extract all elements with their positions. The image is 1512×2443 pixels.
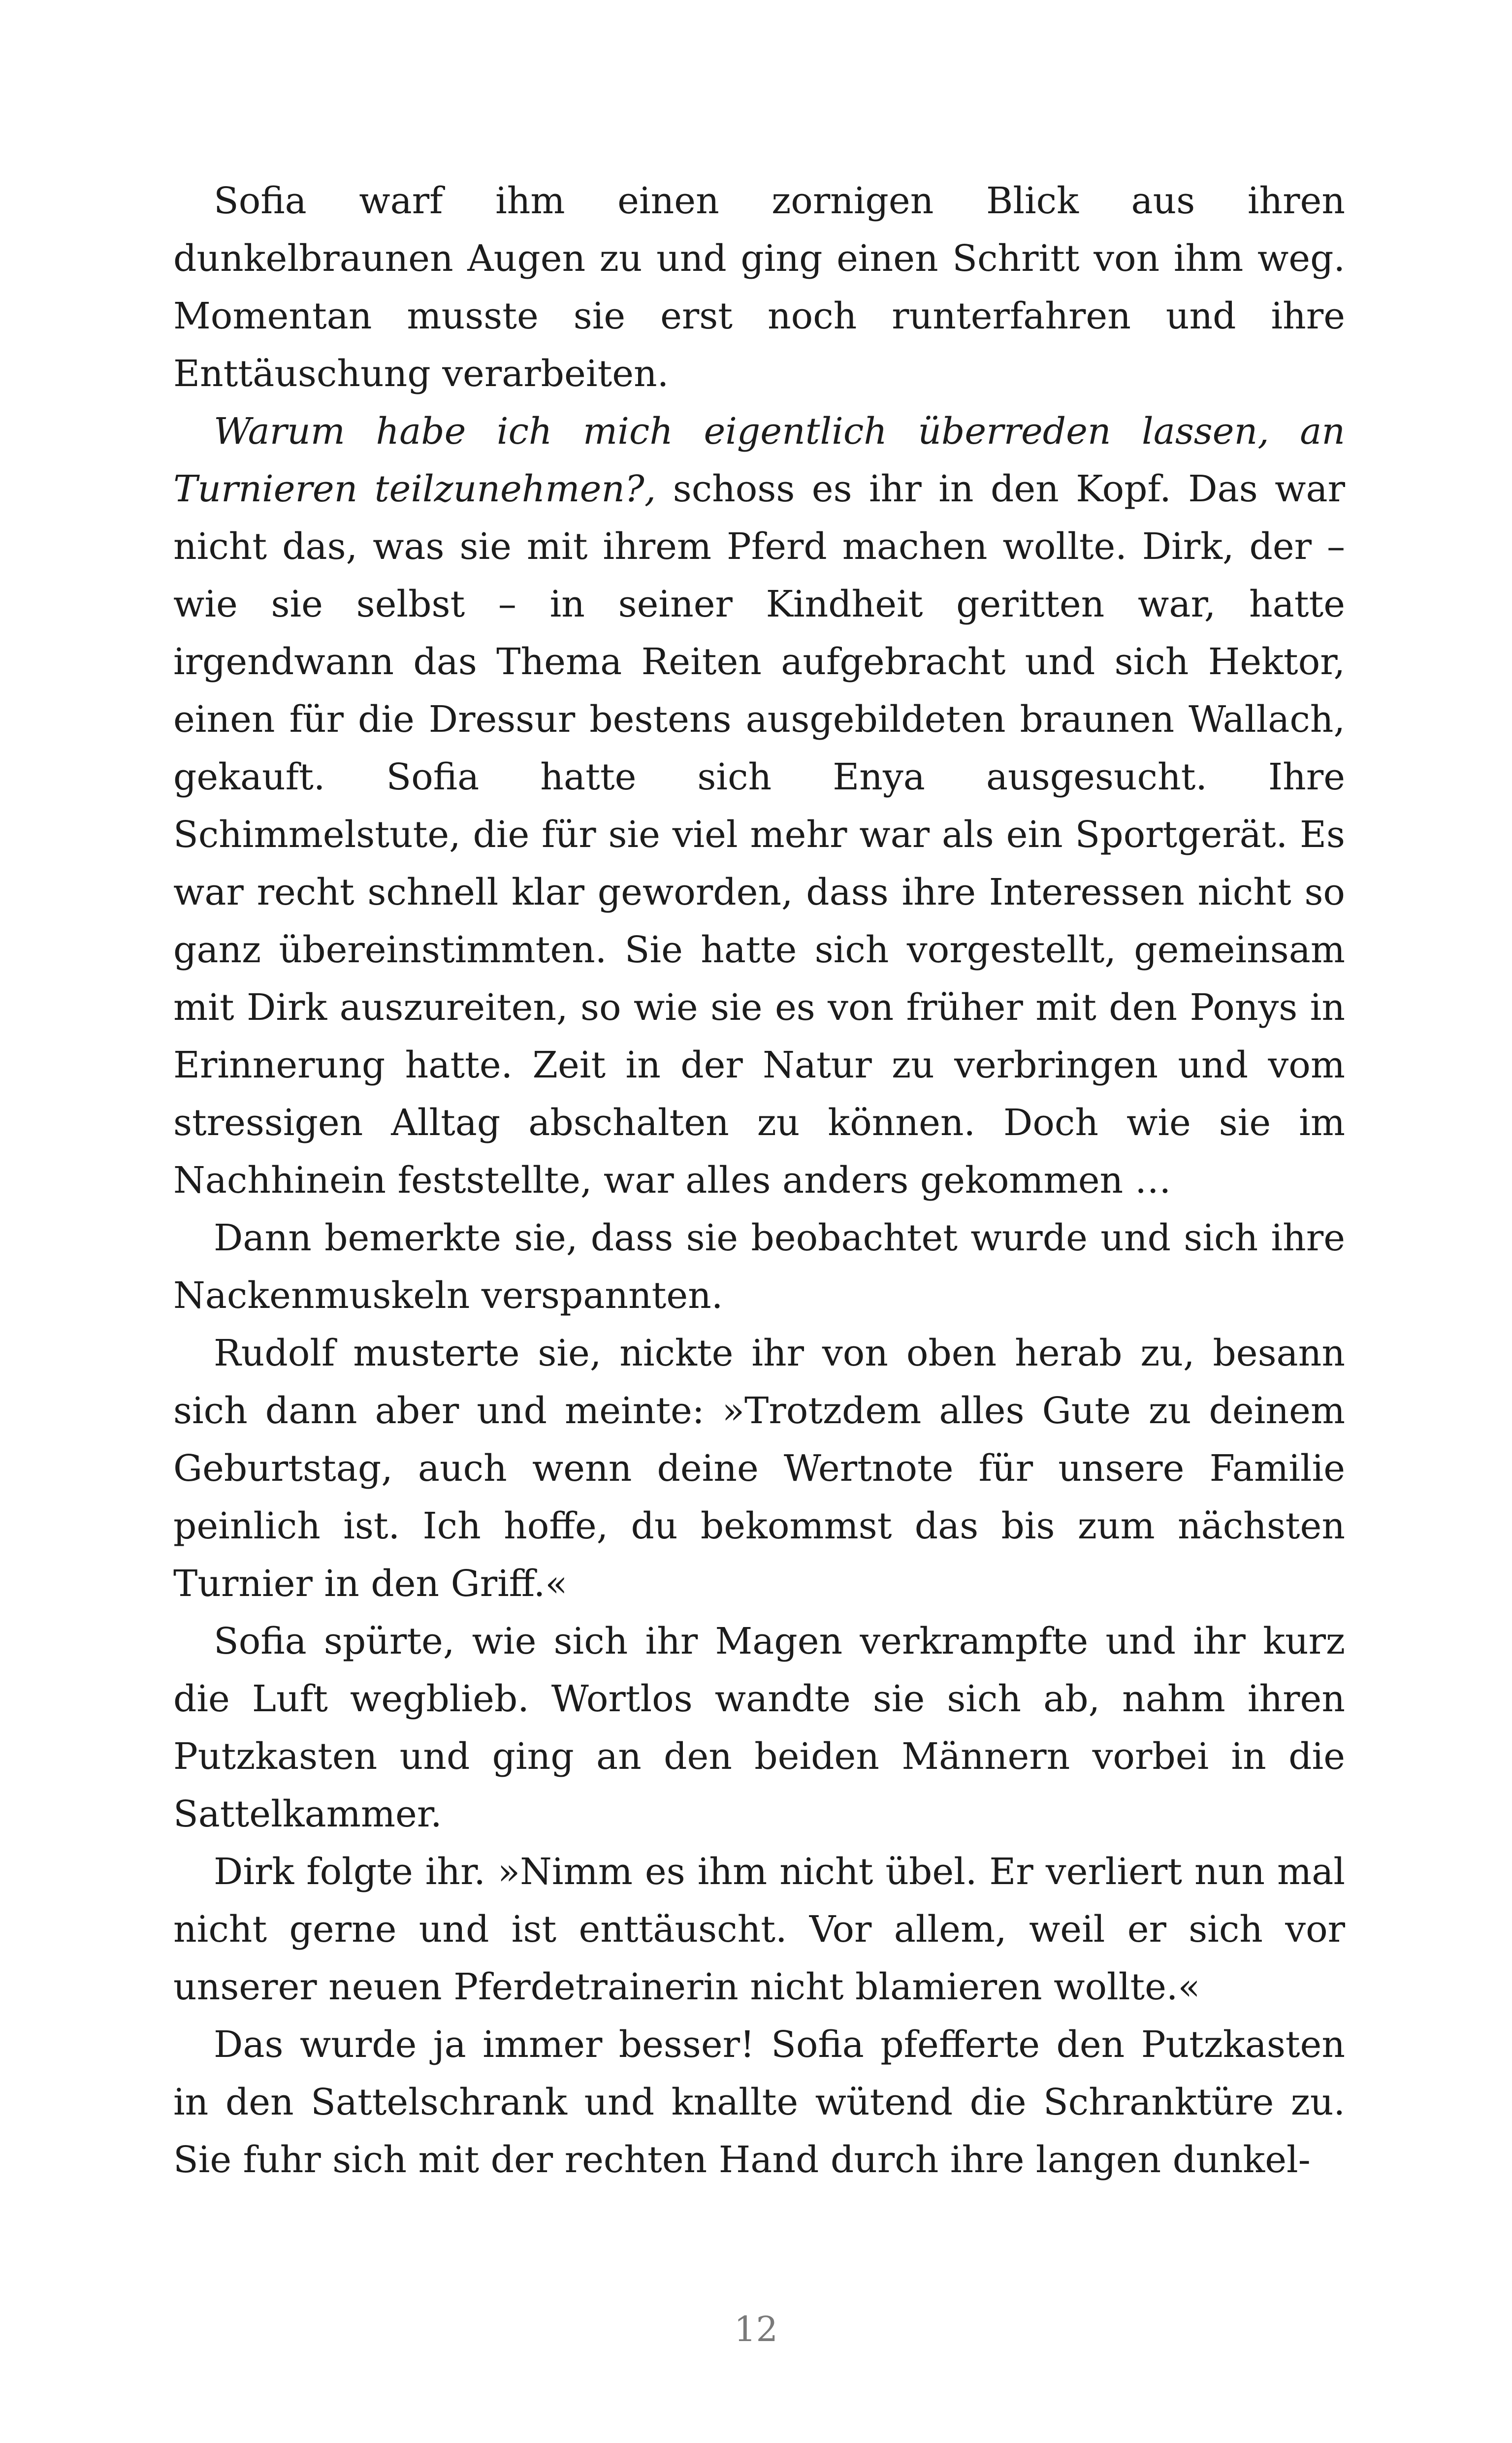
paragraph-4-text: Rudolf musterte sie, nickte ihr von oben herab zu, besann sich dann aber und meinte: »Trotzdem alles Gute zu deinem Geburtstag, auch wenn deine Wertnote für unsere Familie peinlich ist. Ich hoffe, du bekommst das bis zum nächsten Turnier in den Griff.« (173, 1332, 1345, 1605)
paragraph-1-text: Sofia warf ihm einen zornigen Blick aus ihren dunkelbraunen Augen zu und ging einen Schritt von ihm weg. Momentan musste sie erst noch runterfahren und ihre Enttäuschung verarbeiten. (173, 180, 1345, 395)
paragraph-1 (173, 172, 1345, 403)
paragraph-3 (173, 1209, 1345, 1325)
paragraph-2-text: schoss es ihr in den Kopf. Das war nicht das, was sie mit ihrem Pferd machen wollte. Dirk, der – wie sie selbst – in seiner Kindheit geritten war, hatte irgendwann das Thema Reiten aufgebracht und sich Hektor, einen für die Dressur bestens ausgebildeten braunen Wallach, gekauft. Sofia hatte sich Enya ausgesucht. Ihre Schimmelstute, die für sie viel mehr war als ein Sportgerät. Es war recht schnell klar geworden, dass ihre Interessen nicht so ganz übereinstimmten. Sie hatte sich vorgestellt, gemeinsam mit Dirk auszureiten, so wie sie es von früher mit den Ponys in Erinnerung hatte. Zeit in der Natur zu verbringen und vom stressigen Alltag abschalten zu können. Doch wie sie im Nachhinein feststellte, war alles anders gekommen … (173, 468, 1345, 1202)
page-number: 12 (734, 2309, 778, 2349)
paragraph-7-text: Das wurde ja immer besser! Sofia pfefferte den Putzkasten in den Sattelschrank und knallte wütend die Schranktüre zu. Sie fuhr sich mit der rechten Hand durch ihre langen dunkel- (173, 2023, 1345, 2181)
paragraph-7 (173, 2016, 1345, 2189)
paragraph-5-text: Sofia spürte, wie sich ihr Magen verkrampfte und ihr kurz die Luft wegblieb. Wortlos wandte sie sich ab, nahm ihren Putzkasten und ging an den beiden Männern vorbei in die Sattelkammer. (173, 1620, 1345, 1835)
paragraph-3-text: Dann bemerkte sie, dass sie beobachtet wurde und sich ihre Nackenmuskeln verspannten. (173, 1217, 1345, 1317)
paragraph-5 (173, 1613, 1345, 1843)
paragraph-6-text: Dirk folgte ihr. »Nimm es ihm nicht übel. Er verliert nun mal nicht gerne und ist enttäuscht. Vor allem, weil er sich vor unserer neuen Pferdetrainerin nicht blamieren wollte.« (173, 1851, 1345, 2008)
book-page-text (173, 172, 1345, 2189)
paragraph-2-italic-thought: Warum habe ich mich eigentlich überreden lassen, an Turnieren teilzunehmen?, (173, 410, 1345, 510)
paragraph-4 (173, 1325, 1345, 1613)
paragraph-6 (173, 1843, 1345, 2016)
paragraph-2 (173, 403, 1345, 1209)
